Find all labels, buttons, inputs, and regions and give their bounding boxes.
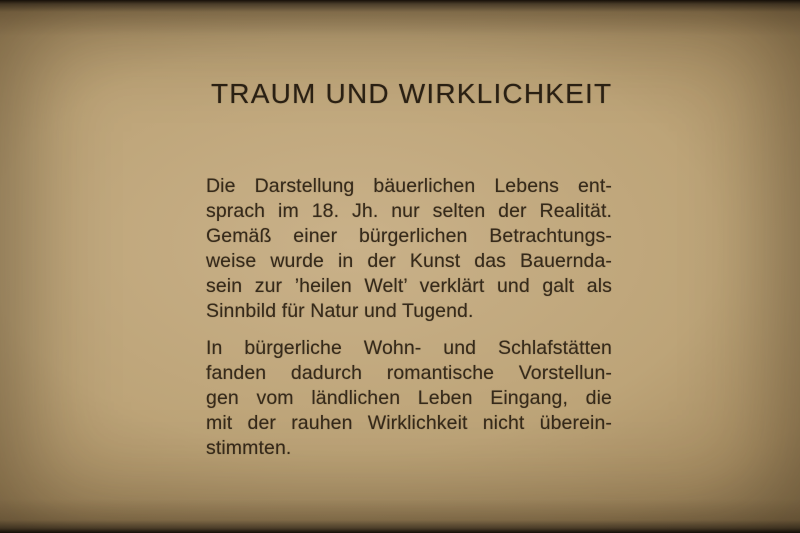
text-line: Sinnbild für Natur und Tugend. [206, 300, 474, 322]
text-line: weise wurde in der Kunst das Bauernda- [206, 250, 612, 272]
text-line: Gemäß einer bürgerlichen Betrachtungs- [206, 225, 612, 247]
text-line: sein zur ’heilen Welt’ verklärt und galt als [206, 275, 612, 297]
text-line: Die Darstellung bäuerlichen Lebens ent- [206, 175, 612, 197]
text-line: sprach im 18. Jh. nur selten der Realität. [206, 200, 612, 222]
paragraph [206, 174, 612, 324]
panel-text [206, 174, 612, 473]
photo-edge-top [0, 0, 800, 36]
photo-edge-bottom [0, 499, 800, 533]
text-line: In bürgerliche Wohn- und Schlafstätten [206, 337, 612, 359]
text-line: fanden dadurch romantische Vorstellun- [206, 362, 612, 384]
text-line: mit der rauhen Wirklichkeit nicht überein- [206, 412, 612, 434]
text-line: stimmten. [206, 437, 292, 459]
text-line: gen vom ländlichen Leben Eingang, die [206, 387, 612, 409]
paragraph [206, 336, 612, 461]
panel-title: TRAUM UND WIRKLICHKEIT [211, 78, 613, 109]
